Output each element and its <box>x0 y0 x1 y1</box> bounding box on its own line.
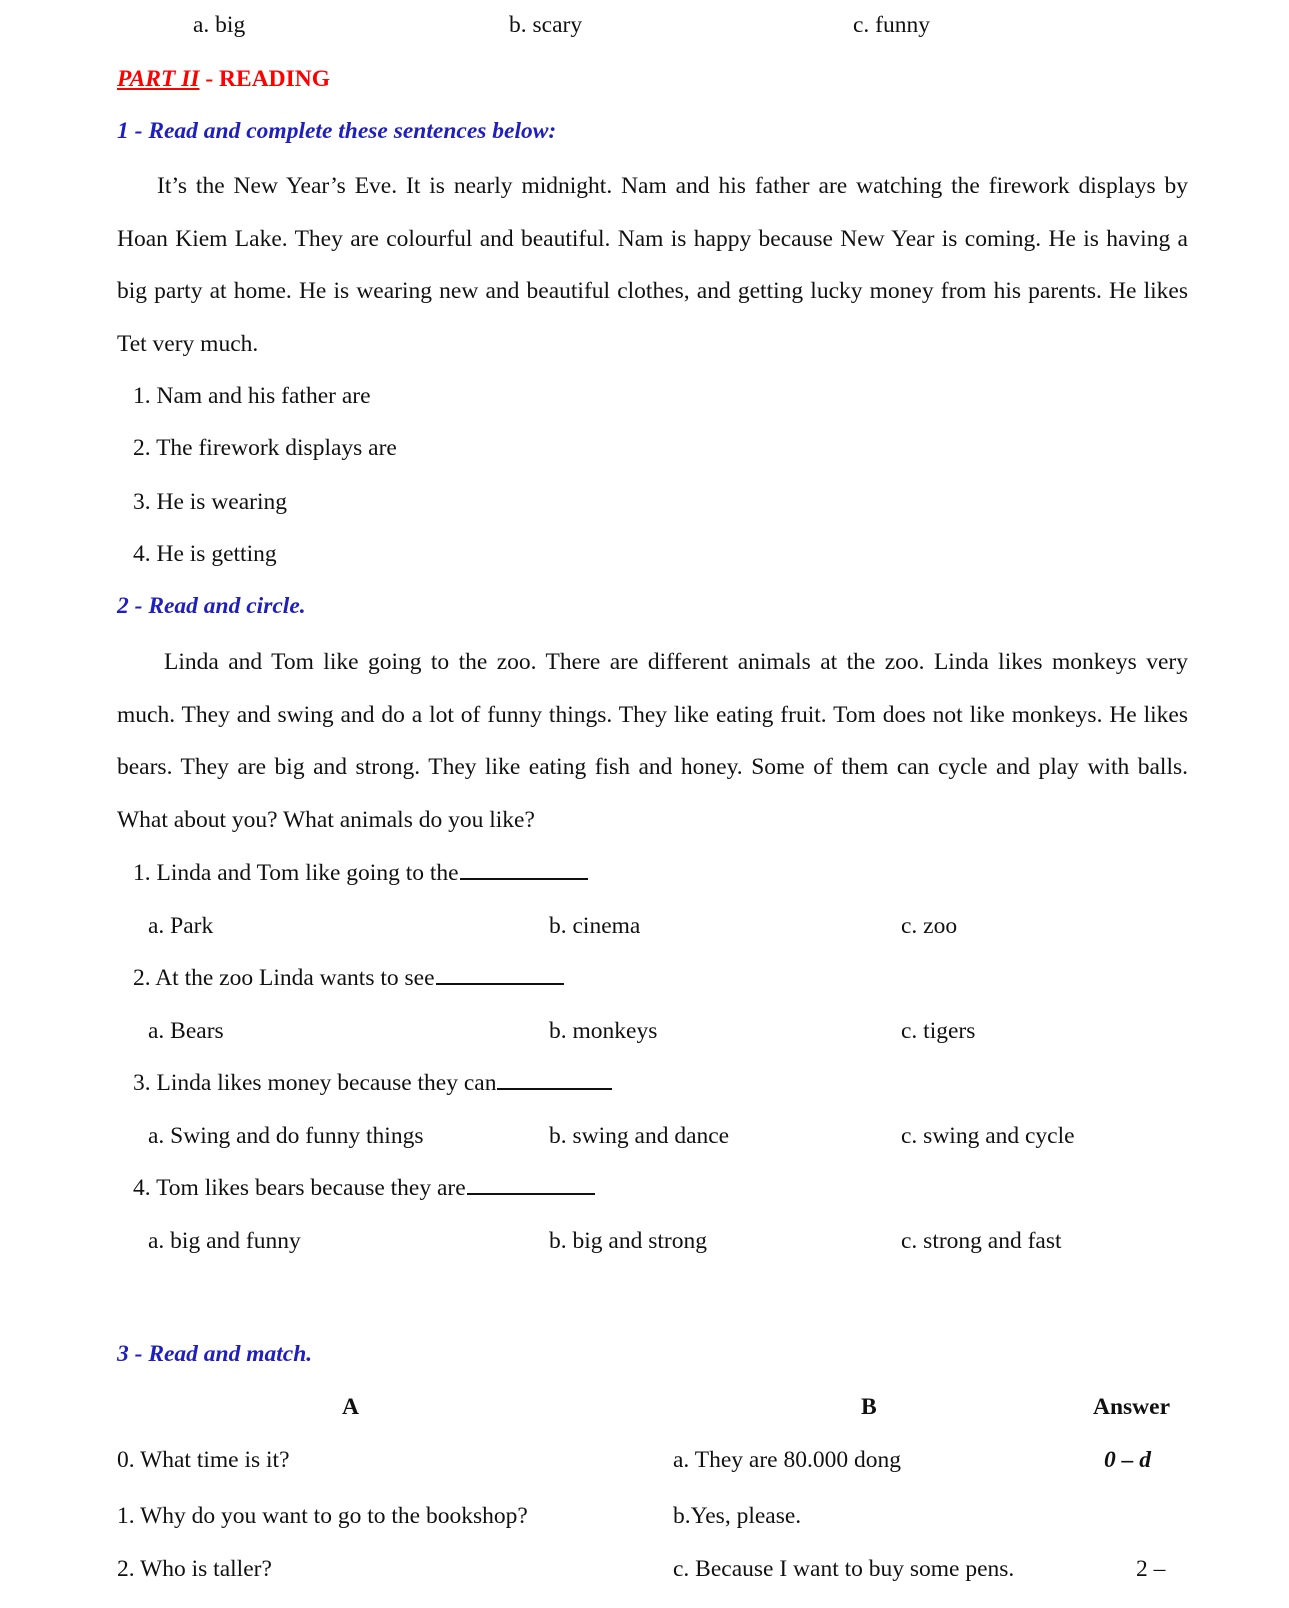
section2-question <box>133 862 588 886</box>
option-a: a. Bears <box>148 1018 224 1044</box>
answer-blank[interactable] <box>467 1192 595 1195</box>
section3-title: 3 - Read and match. <box>117 1341 313 1367</box>
top-option-a: a. big <box>193 12 246 38</box>
option-c: c. swing and cycle <box>901 1123 1075 1149</box>
option-b: b. big and strong <box>549 1228 707 1254</box>
question-text: 4. Tom likes bears because they are <box>133 1175 466 1201</box>
section2-question <box>133 1177 595 1201</box>
match-answer: c. Because I want to buy some pens. <box>673 1556 1015 1582</box>
option-c: c. strong and fast <box>901 1228 1062 1254</box>
match-question: 2. Who is taller? <box>117 1556 272 1582</box>
section1-item: 3. He is wearing <box>133 489 288 515</box>
answer-header: Answer <box>1093 1394 1171 1420</box>
part-heading <box>117 68 330 92</box>
question-text: 2. At the zoo Linda wants to see <box>133 965 435 991</box>
match-question: 0. What time is it? <box>117 1447 290 1473</box>
match-result: 0 – d <box>1104 1447 1151 1473</box>
option-a: a. big and funny <box>148 1228 301 1254</box>
option-b: b. swing and dance <box>549 1123 730 1149</box>
option-b: b. monkeys <box>549 1018 658 1044</box>
section2-question <box>133 1072 612 1096</box>
section2-question <box>133 967 564 991</box>
section1-item: 4. He is getting <box>133 541 277 567</box>
part-label: PART II <box>117 66 200 92</box>
option-a: a. Park <box>148 913 214 939</box>
column-a-header: A <box>342 1394 359 1420</box>
answer-blank[interactable] <box>497 1087 612 1090</box>
option-a: a. Swing and do funny things <box>148 1123 424 1149</box>
option-c: c. tigers <box>901 1018 976 1044</box>
option-c: c. zoo <box>901 913 958 939</box>
match-question: 1. Why do you want to go to the bookshop? <box>117 1503 528 1529</box>
question-text: 1. Linda and Tom like going to the <box>133 860 459 886</box>
match-answer: b.Yes, please. <box>673 1503 802 1529</box>
section1-item: 2. The firework displays are <box>133 435 397 461</box>
question-text: 3. Linda likes money because they can <box>133 1070 497 1096</box>
option-b: b. cinema <box>549 913 641 939</box>
section1-passage: It’s the New Year’s Eve. It is nearly midnight. Nam and his father are watching the firework displays by Hoan Kiem Lake. They are colourful and beautiful. Nam is happy because New Year is coming. He is having a big party at home. He is wearing new and beautiful clothes, and getting lucky money from his parents. He likes Tet very much. <box>117 173 1188 358</box>
match-result[interactable]: 2 – <box>1136 1556 1166 1582</box>
section2-title: 2 - Read and circle. <box>117 593 306 619</box>
top-option-c: c. funny <box>853 12 931 38</box>
answer-blank[interactable] <box>436 982 564 985</box>
section1-title: 1 - Read and complete these sentences below: <box>117 118 557 144</box>
section2-passage: Linda and Tom like going to the zoo. There are different animals at the zoo. Linda likes monkeys very much. They and swing and do a lot of funny things. They like eating fruit. Tom does not like monkeys. He likes bears. They are big and strong. They like eating fish and honey. Some of them can cycle and play with balls. What about you? What animals do you like? <box>117 649 1188 834</box>
match-answer: a. They are 80.000 dong <box>673 1447 901 1473</box>
answer-blank[interactable] <box>460 877 588 880</box>
column-b-header: B <box>861 1394 877 1420</box>
part-title: - READING <box>199 66 331 92</box>
section1-item: 1. Nam and his father are <box>133 383 371 409</box>
top-option-b: b. scary <box>509 12 583 38</box>
